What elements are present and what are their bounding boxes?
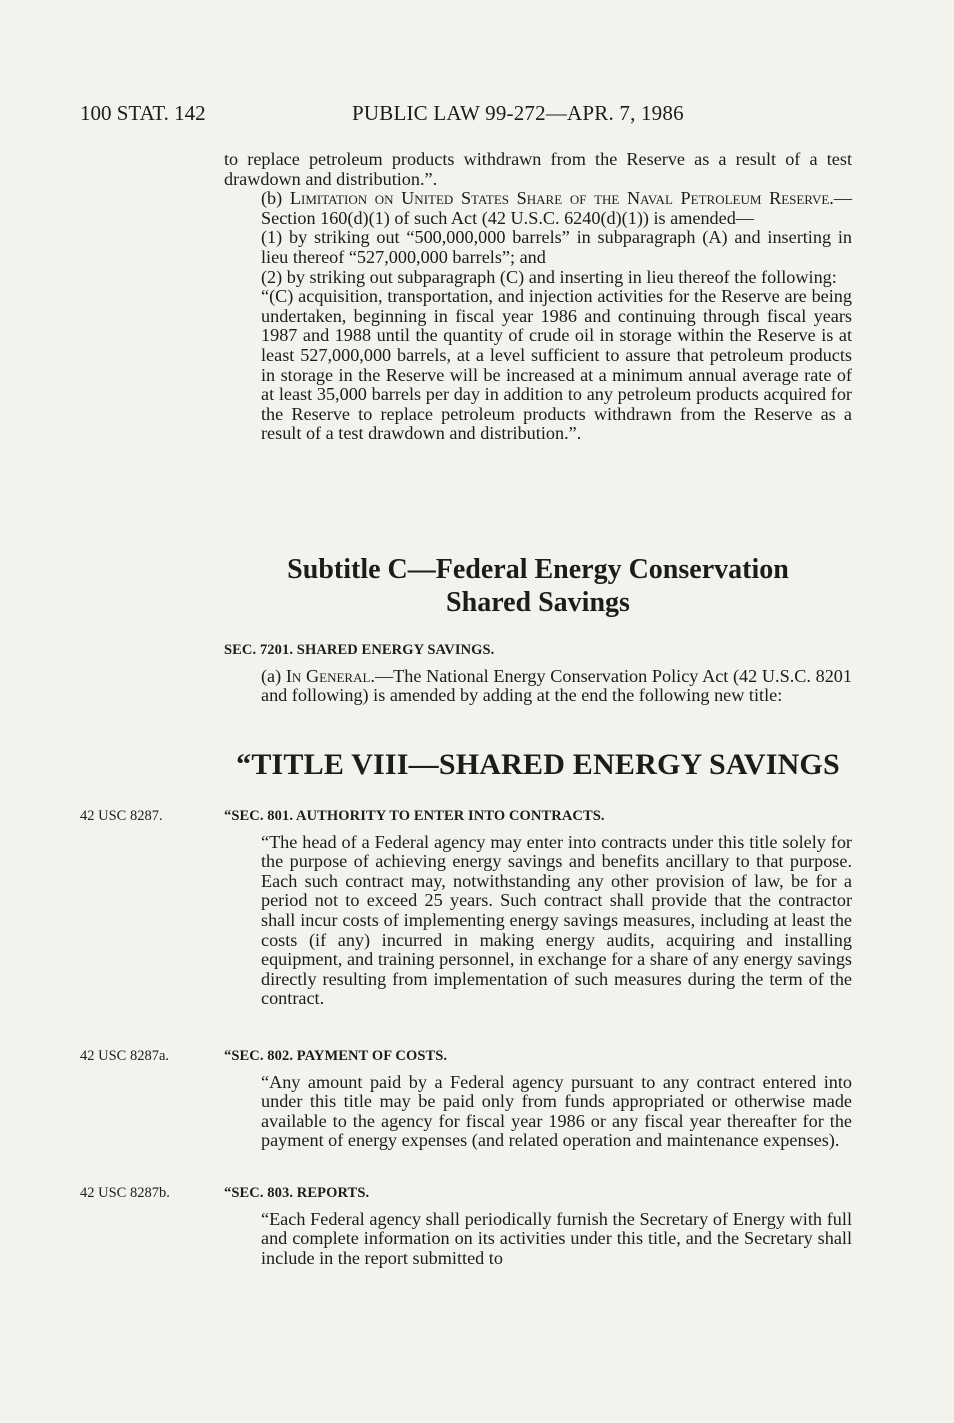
page-reference: 100 STAT. 142 — [80, 101, 206, 125]
section-802-heading: “SEC. 802. PAYMENT OF COSTS. — [224, 1048, 448, 1064]
margin-citation-802: 42 USC 8287a. — [80, 1048, 170, 1064]
margin-citation-801: 42 USC 8287. — [80, 808, 163, 824]
section-7201 — [224, 641, 852, 706]
item-2: (2) by striking out subparagraph (C) and inserting in lieu thereof the following: — [261, 266, 837, 287]
paragraph-a-caption: In General. — [285, 665, 375, 686]
law-title: PUBLIC LAW 99-272—APR. 7, 1986 — [352, 101, 684, 125]
paragraph-a-text: —The National Energy Conservation Policy Act (42 U.S.C. 8201 and following) is amended by adding at the end the following new title: — [261, 665, 852, 706]
subtitle-heading — [224, 553, 852, 619]
title-viii-heading: “TITLE VIII—SHARED ENERGY SAVINGS — [236, 748, 840, 781]
continuation-text: to replace petroleum products withdrawn from the Reserve as a result of a test drawdown and distribution.”. — [224, 149, 852, 189]
section-803-text: “Each Federal agency shall periodically furnish the Secretary of Energy with full and complete information on its activities under this title, and the Secretary shall include in the report submitted to — [261, 1208, 852, 1268]
margin-citation-803: 42 USC 8287b. — [80, 1185, 170, 1201]
section-801-heading: “SEC. 801. AUTHORITY TO ENTER INTO CONTRACTS. — [224, 808, 605, 824]
paragraph-b-text: —Section 160(d)(1) of such Act (42 U.S.C. 6240(d)(1)) is amended— — [261, 188, 853, 228]
page-header — [80, 101, 880, 131]
section-803-heading: “SEC. 803. REPORTS. — [224, 1185, 370, 1201]
section-803 — [224, 1184, 852, 1268]
subtitle-line-1: Subtitle C—Federal Energy Conservation — [287, 554, 789, 585]
section-b-block — [224, 150, 852, 444]
section-802 — [224, 1047, 852, 1151]
subtitle-line-2: Shared Savings — [446, 587, 630, 618]
quoted-subparagraph-c: “(C) acquisition, transportation, and injection activities for the Reserve are being undertaken, beginning in fiscal year 1986 and continuing through fiscal years 1987 and 1988 until the quantity of crude oil in storage within the Reserve is at least 527,000,000 barrels, at a level sufficient to assure that petroleum products in storage in the Reserve will be increased at a minimum annual average rate of at least 35,000 barrels per day in addition to any petroleum products acquired for the Reserve to replace petroleum products withdrawn from the Reserve as a result of a test drawdown and distribution.”. — [261, 286, 852, 444]
section-802-text: “Any amount paid by a Federal agency pursuant to any contract entered into under this title may be paid only from funds appropriated or otherwise made available to the agency for fiscal year 1986 or any fiscal year thereafter for the payment of energy expenses (and related operation and maintenance expenses). — [261, 1071, 852, 1151]
paragraph-b: (b) Limitation on United States Share of the Naval Petroleum Reserve.—Section 160(d)(1) of such Act (42 U.S.C. 6240(d)(1)) is amended— — [261, 188, 853, 228]
section-801 — [224, 807, 852, 1009]
paragraph-b-caption: Limitation on United States Share of the Naval Petroleum Reserve. — [289, 188, 834, 209]
paragraph-a: (a) In General.—The National Energy Conservation Policy Act (42 U.S.C. 8201 and following) is amended by adding at the end the following new title: — [261, 665, 852, 706]
section-801-text: “The head of a Federal agency may enter into contracts under this title solely for the purpose of achieving energy savings and benefits ancillary to that purpose. Each such contract may, notwithstanding any other provision of law, be for a period not to exceed 25 years. Such contract shall provide that the contractor shall incur costs of implementing energy savings measures, including at least the costs (if any) incurred in making energy audits, acquiring and installing equipment, and training personnel, in exchange for a share of any energy savings directly resulting from implementation of such measures during the term of the contract. — [261, 831, 852, 1009]
item-1: (1) by striking out “500,000,000 barrels” in subparagraph (A) and inserting in lieu thereof “527,000,000 barrels”; and — [261, 227, 852, 267]
section-7201-heading: SEC. 7201. SHARED ENERGY SAVINGS. — [224, 642, 495, 658]
